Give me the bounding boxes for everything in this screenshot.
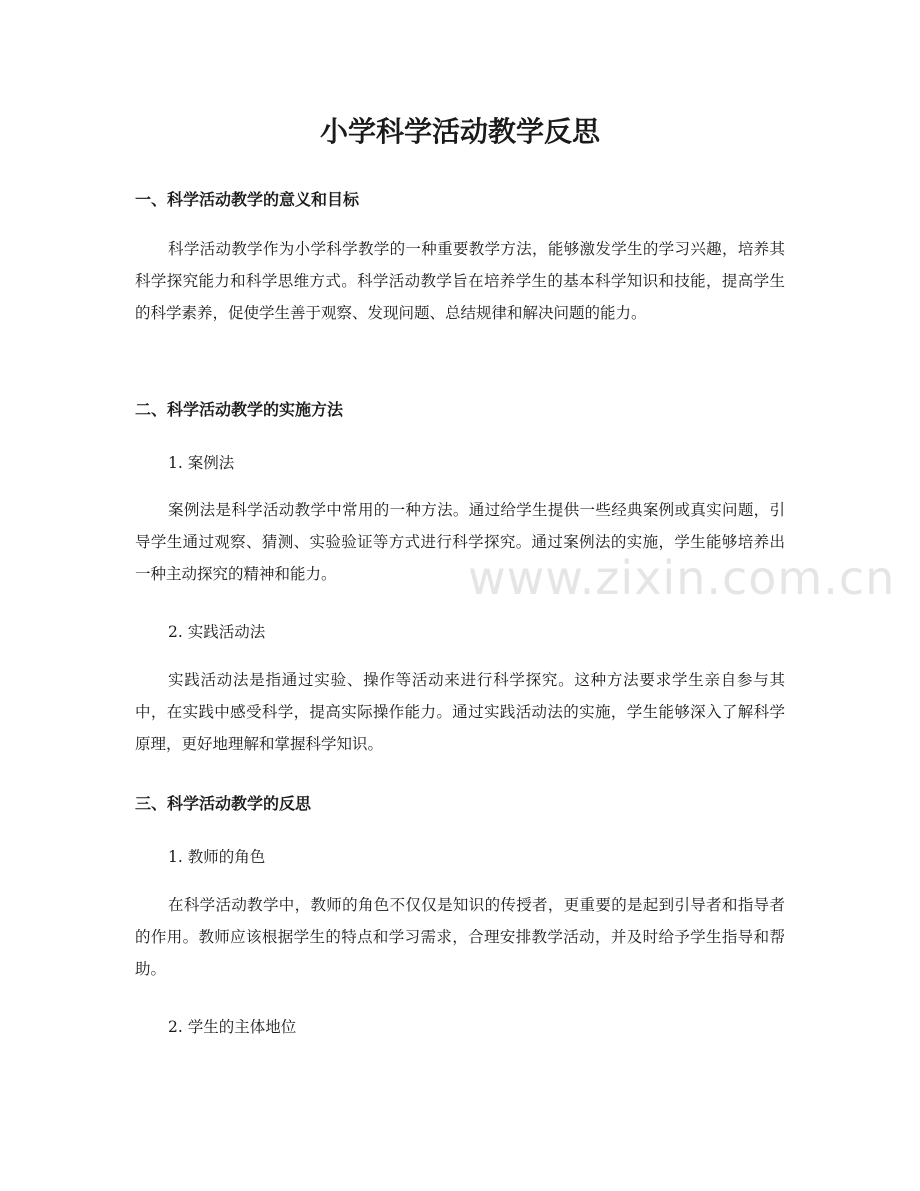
section-heading-3: 三、科学活动教学的反思 (135, 794, 312, 813)
teacher-role-paragraph: 在科学活动教学中，教师的角色不仅仅是知识的传授者，更重要的是起到引导者和指导者的作用。教师应该根据学生的特点和学习需求，合理安排教学活动，并及时给予学生指导和帮助。 (135, 896, 785, 978)
subheading-student-role: 2. 学生的主体地位 (168, 1018, 297, 1036)
subheading-teacher-role: 1. 教师的角色 (168, 848, 266, 866)
document-title: 小学科学活动教学反思 (319, 115, 600, 148)
section-heading-2: 二、科学活动教学的实施方法 (135, 400, 344, 419)
subheading-practice-method: 2. 实践活动法 (168, 623, 266, 641)
subheading-case-method: 1. 案例法 (168, 454, 235, 472)
section-1-paragraph: 科学活动教学作为小学科学教学的一种重要教学方法，能够激发学生的学习兴趣，培养其科学探究能力和科学思维方式。科学活动教学旨在培养学生的基本科学知识和技能，提高学生的科学素养，促使学生善于观察、发现问题、总结规律和解决问题的能力。 (135, 240, 785, 322)
practice-method-paragraph: 实践活动法是指通过实验、操作等活动来进行科学探究。这种方法要求学生亲自参与其中，在实践中感受科学，提高实际操作能力。通过实践活动法的实施，学生能够深入了解科学原理，更好地理解和掌握科学知识。 (135, 671, 785, 753)
section-heading-1: 一、科学活动教学的意义和目标 (135, 190, 360, 209)
case-method-paragraph: 案例法是科学活动教学中常用的一种方法。通过给学生提供一些经典案例或真实问题，引导学生通过观察、猜测、实验验证等方式进行科学探究。通过案例法的实施，学生能够培养出一种主动探究的精神和能力。 (135, 501, 785, 583)
watermark: www.zixin.com.cn (468, 551, 896, 605)
